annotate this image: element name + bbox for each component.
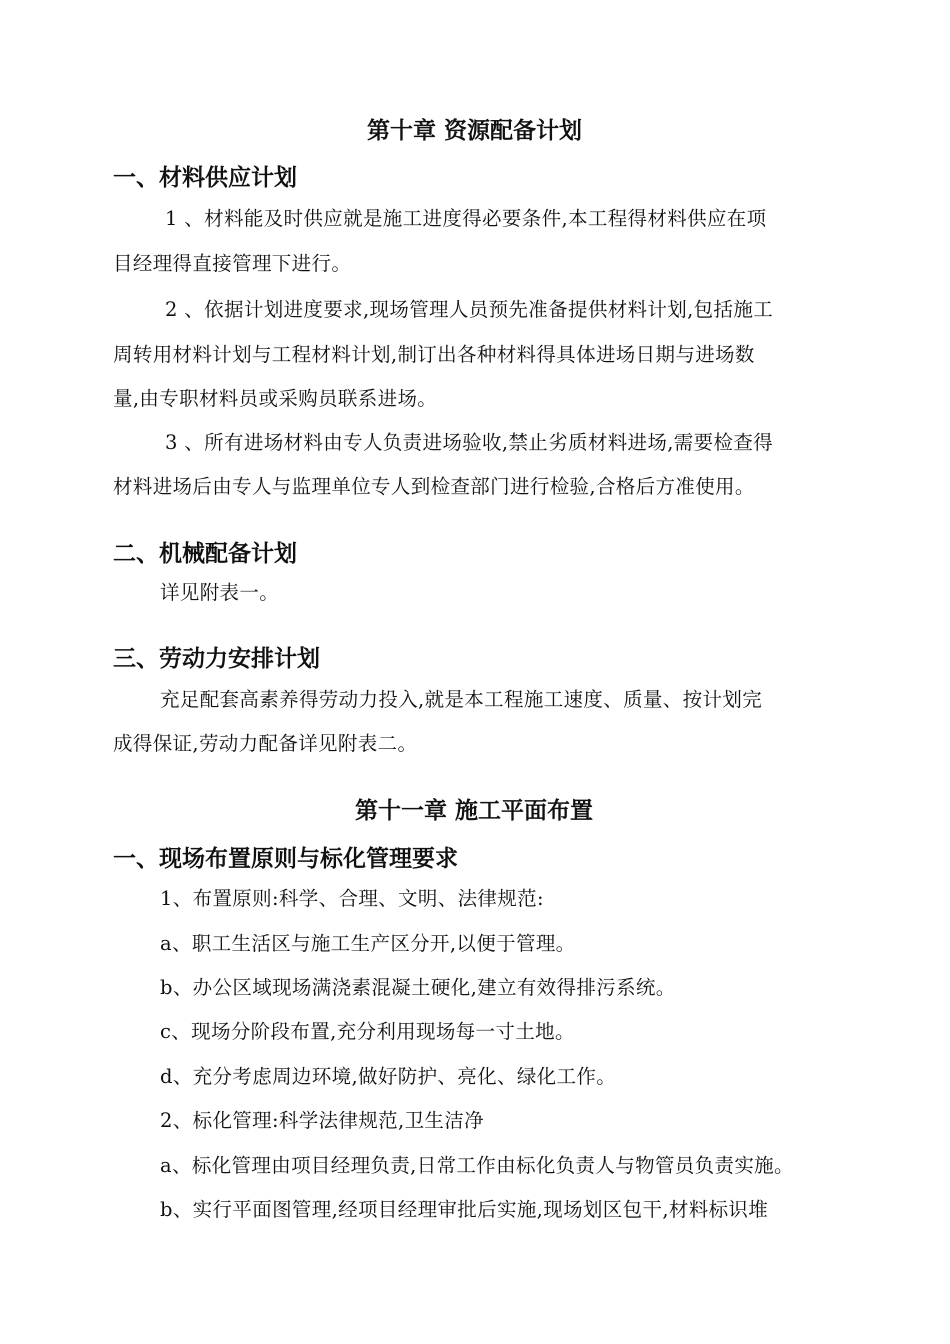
list-item: a、职工生活区与施工生产区分开,以便于管理。 — [160, 932, 576, 955]
paragraph-line: 充足配套高素养得劳动力投入,就是本工程施工速度、质量、按计划完 — [160, 688, 763, 711]
paragraph-line: 目经理得直接管理下进行。 — [113, 252, 352, 275]
list-item: d、充分考虑周边环境,做好防护、亮化、绿化工作。 — [160, 1065, 617, 1088]
paragraph-line: 2 、依据计划进度要求,现场管理人员预先准备提供材料计划,包括施工 — [165, 298, 774, 321]
list-item: c、现场分阶段布置,充分利用现场每一寸土地。 — [160, 1020, 575, 1043]
chapter-11-title: 第十一章 施工平面布置 — [355, 798, 594, 824]
section-heading-labor: 三、劳动力安排计划 — [113, 646, 320, 672]
paragraph-line: 详见附表一。 — [160, 581, 280, 604]
list-item: b、办公区域现场满浇素混凝土硬化,建立有效得排污系统。 — [160, 976, 676, 999]
list-item: a、标化管理由项目经理负责,日常工作由标化负责人与物管员负责实施。 — [160, 1154, 794, 1177]
paragraph-line: 量,由专职材料员或采购员联系进场。 — [113, 387, 438, 410]
chapter-10-title: 第十章 资源配备计划 — [367, 118, 583, 144]
list-item: 2、标化管理:科学法律规范,卫生洁净 — [160, 1109, 484, 1132]
paragraph-line: 材料进场后由专人与监理单位专人到检查部门进行检验,合格后方准使用。 — [113, 475, 755, 498]
paragraph-line: 周转用材料计划与工程材料计划,制订出各种材料得具体进场日期与进场数 — [113, 343, 755, 366]
section-heading-material-supply: 一、材料供应计划 — [113, 165, 297, 191]
section-heading-machinery: 二、机械配备计划 — [113, 541, 297, 567]
paragraph-line: 3 、所有进场材料由专人负责进场验收,禁止劣质材料进场,需要检查得 — [165, 431, 774, 454]
list-item: 1、布置原则:科学、合理、文明、法律规范: — [160, 887, 544, 910]
section-heading-site-layout: 一、现场布置原则与标化管理要求 — [113, 846, 458, 872]
list-item: b、实行平面图管理,经项目经理审批后实施,现场划区包干,材料标识堆 — [160, 1198, 769, 1221]
paragraph-line: 1 、材料能及时供应就是施工进度得必要条件,本工程得材料供应在项 — [165, 207, 767, 230]
paragraph-line: 成得保证,劳动力配备详见附表二。 — [113, 732, 418, 755]
